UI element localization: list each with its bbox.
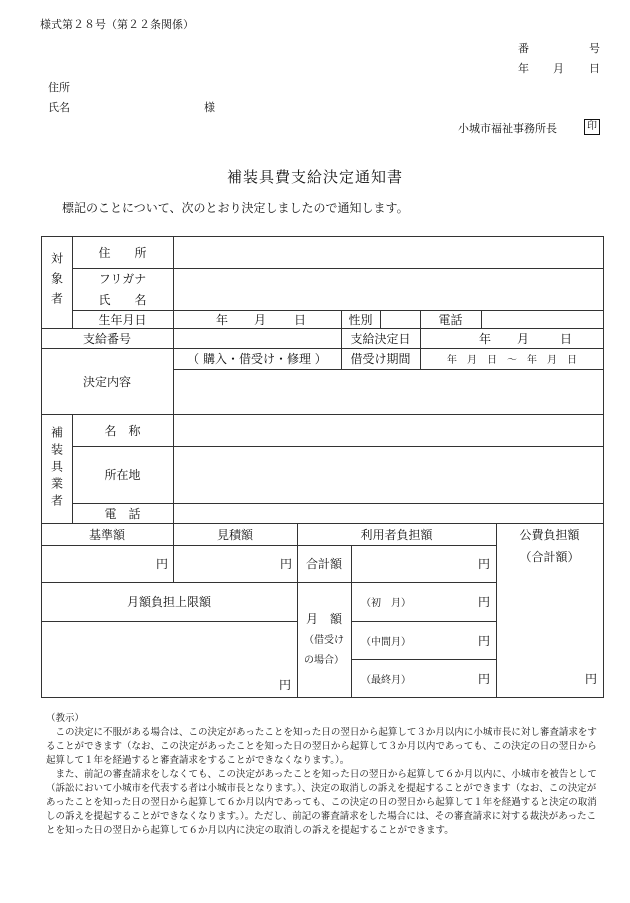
monthly-cap-yen: 円 xyxy=(278,678,291,692)
rental-period-range: 年 月 日 ～ 年 月 日 xyxy=(447,355,577,366)
monthly-amount-label: 月 額 xyxy=(305,611,342,626)
gender-label: 性別 xyxy=(348,312,373,327)
final-month-yen: 円 xyxy=(477,671,490,686)
seal-mark: 印 xyxy=(584,119,600,135)
notes-paragraph-1: この決定に不服がある場合は、この決定があったことを知った日の翌日から起算して３か月以内に小城市長に対し審査請求をすることができます（なお、この決定があったことを知った日の翌日から起算して３か月以内であっても、この決定の日の翌日から起算して１年を経過すると審査請求をすることができなくなります。）。 xyxy=(46,727,597,766)
standard-yen: 円 xyxy=(155,557,168,571)
vendor-phone-label: 電 話 xyxy=(104,506,141,521)
birthdate-label: 生年月日 xyxy=(98,312,147,327)
phone-label: 電話 xyxy=(438,312,463,327)
notes-heading: （教示） xyxy=(46,713,85,724)
decision-options: （ 購入・借受け・修理 ） xyxy=(187,352,327,366)
address-row-label: 住 所 xyxy=(98,245,147,260)
vendor-location-label: 所在地 xyxy=(104,468,141,482)
birth-day-unit: 日 xyxy=(293,312,306,327)
standard-amount-label: 基準額 xyxy=(88,527,125,542)
birth-year-unit: 年 xyxy=(215,312,228,327)
first-month-label: （初 月） xyxy=(361,598,411,609)
payment-number-label: 支給番号 xyxy=(82,331,131,346)
middle-month-label: （中間月） xyxy=(361,636,411,648)
date-day-label: 日 xyxy=(589,62,600,75)
final-month-label: （最終月） xyxy=(361,674,411,686)
vendor-label xyxy=(41,414,72,523)
middle-month-yen: 円 xyxy=(477,633,490,648)
estimate-amount-label: 見積額 xyxy=(216,527,253,542)
user-burden-label: 利用者負担額 xyxy=(360,527,433,542)
name-row-label: 氏 名 xyxy=(98,293,147,307)
estimate-yen: 円 xyxy=(279,557,292,571)
birth-month-unit: 月 xyxy=(253,312,266,327)
form-number: 様式第２８号（第２２条関係） xyxy=(40,18,194,31)
number-label-go: 号 xyxy=(589,42,600,55)
public-burden-label: 公費負担額 xyxy=(519,527,580,542)
vendor-text: 補装具業者 xyxy=(49,426,64,511)
furigana-label: フリガナ xyxy=(98,272,147,286)
monthly-cap-label: 月額負担上限額 xyxy=(126,595,211,609)
issuer-name: 小城市福祉事務所長 xyxy=(458,122,557,135)
date-year-label: 年 xyxy=(518,62,529,75)
total-yen: 円 xyxy=(477,557,490,571)
lead-text: 標記のことについて、次のとおり決定しましたので通知します。 xyxy=(62,201,409,215)
total-label: 合計額 xyxy=(305,557,342,571)
public-total-label: （合計額） xyxy=(519,550,580,564)
instruction-notes xyxy=(46,712,598,838)
decision-month-unit: 月 xyxy=(516,331,529,346)
date-month-label: 月 xyxy=(553,62,564,75)
name-label: 氏名 xyxy=(48,101,70,114)
vendor-name-label: 名 称 xyxy=(104,423,141,438)
rental-case-line1: （借受け xyxy=(304,634,344,646)
document-title: 補装具費支給決定通知書 xyxy=(226,168,403,186)
address-label: 住所 xyxy=(48,81,70,94)
rental-case-line2: の場合） xyxy=(304,654,344,666)
decision-content-label: 決定内容 xyxy=(82,374,131,389)
decision-year-unit: 年 xyxy=(478,331,491,346)
target-person-label xyxy=(41,236,72,328)
honorific-sama: 様 xyxy=(204,101,215,114)
decision-date-label: 支給決定日 xyxy=(350,331,411,346)
public-burden-yen: 円 xyxy=(584,671,597,686)
first-month-yen: 円 xyxy=(477,595,490,609)
decision-day-unit: 日 xyxy=(559,331,572,346)
notes-paragraph-2: また、前記の審査請求をしなくても、この決定があったことを知った日の翌日から起算して６か月以内に、小城市を被告として（訴訟において小城市を代表する者は小城市長となります。）、決定の取消しの訴えを提起することができます（なお、この決定があったことを知った日の翌日から起算して６か月以内であっても、この決定の日の翌日から起算して１年を経過すると決定の取消しの訴えを提起することができなくなります。）。ただし、前記の審査請求をした場合には、その審査請求に対する裁決があったことを知った日の翌日から起算して６か月以内に決定の取消しの訴えを提起することができます。 xyxy=(46,769,597,836)
target-person-text: 対象者 xyxy=(49,252,64,312)
rental-period-label: 借受け期間 xyxy=(350,352,411,366)
number-label-ban: 番 xyxy=(518,42,529,55)
